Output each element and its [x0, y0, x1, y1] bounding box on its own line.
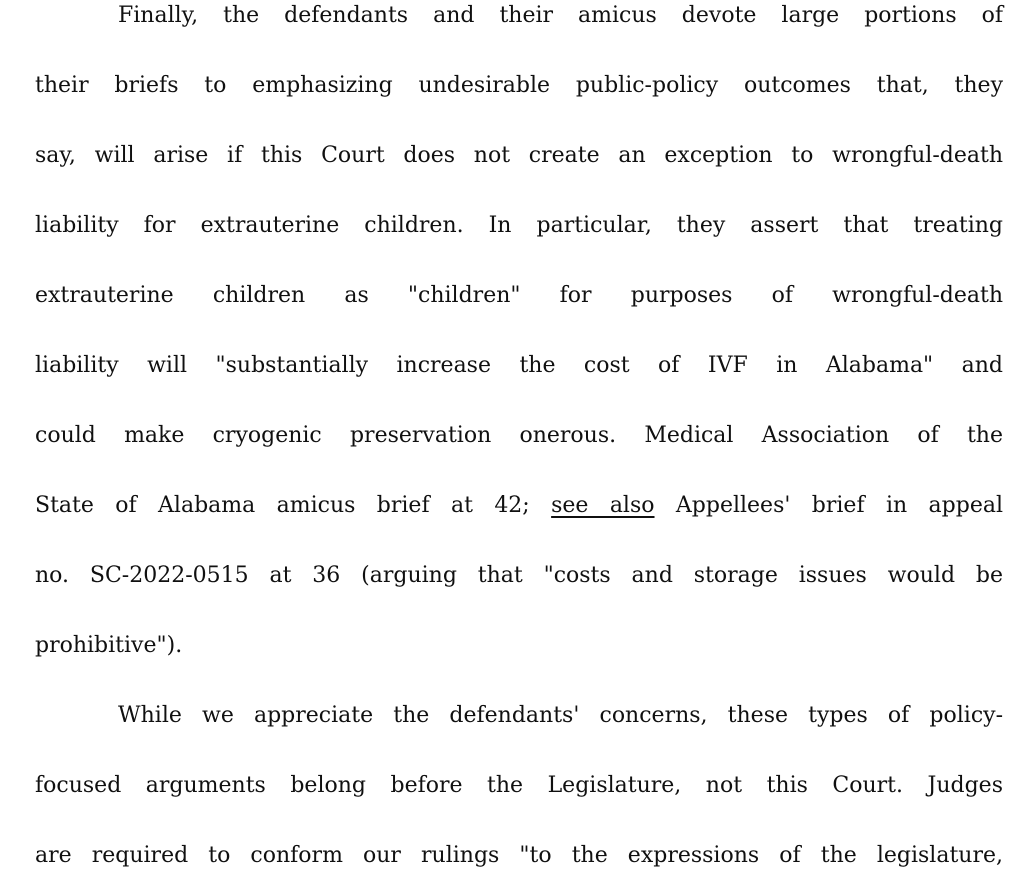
text-line: are required to conform our rulings "to the expressions of the legislature, [35, 843, 1003, 868]
text-line: say, will arise if this Court does not create an exception to wrongful-death [35, 143, 1003, 168]
text-line: Finally, the defendants and their amicus devote large portions of [118, 3, 1003, 28]
text-line: liability will "substantially increase the cost of IVF in Alabama" and [35, 353, 1003, 378]
paragraph-legislature-response [35, 681, 1003, 891]
citation-text-after: Appellees' brief in appeal [654, 493, 1004, 518]
text-line: extrauterine children as "children" for purposes of wrongful-death [35, 283, 1003, 308]
text-line: their briefs to emphasizing undesirable public-policy outcomes that, they [35, 73, 1003, 98]
text-line: liability for extrauterine children. In particular, they assert that treating [35, 213, 1003, 238]
text-line: no. SC-2022-0515 at 36 (arguing that "costs and storage issues would be [35, 563, 1003, 588]
paragraph-policy-arguments [35, 0, 1003, 681]
citation-text-before: State of Alabama amicus brief at 42; [35, 493, 552, 518]
text-line-citation [35, 471, 1003, 541]
document-page [35, 0, 1003, 891]
text-line: While we appreciate the defendants' concerns, these types of policy- [118, 703, 1003, 728]
text-line: could make cryogenic preservation onerous. Medical Association of the [35, 423, 1003, 448]
text-line: focused arguments belong before the Legislature, not this Court. Judges [35, 773, 1003, 798]
text-line: prohibitive"). [35, 633, 183, 658]
see-also-signal: see also [551, 493, 655, 518]
